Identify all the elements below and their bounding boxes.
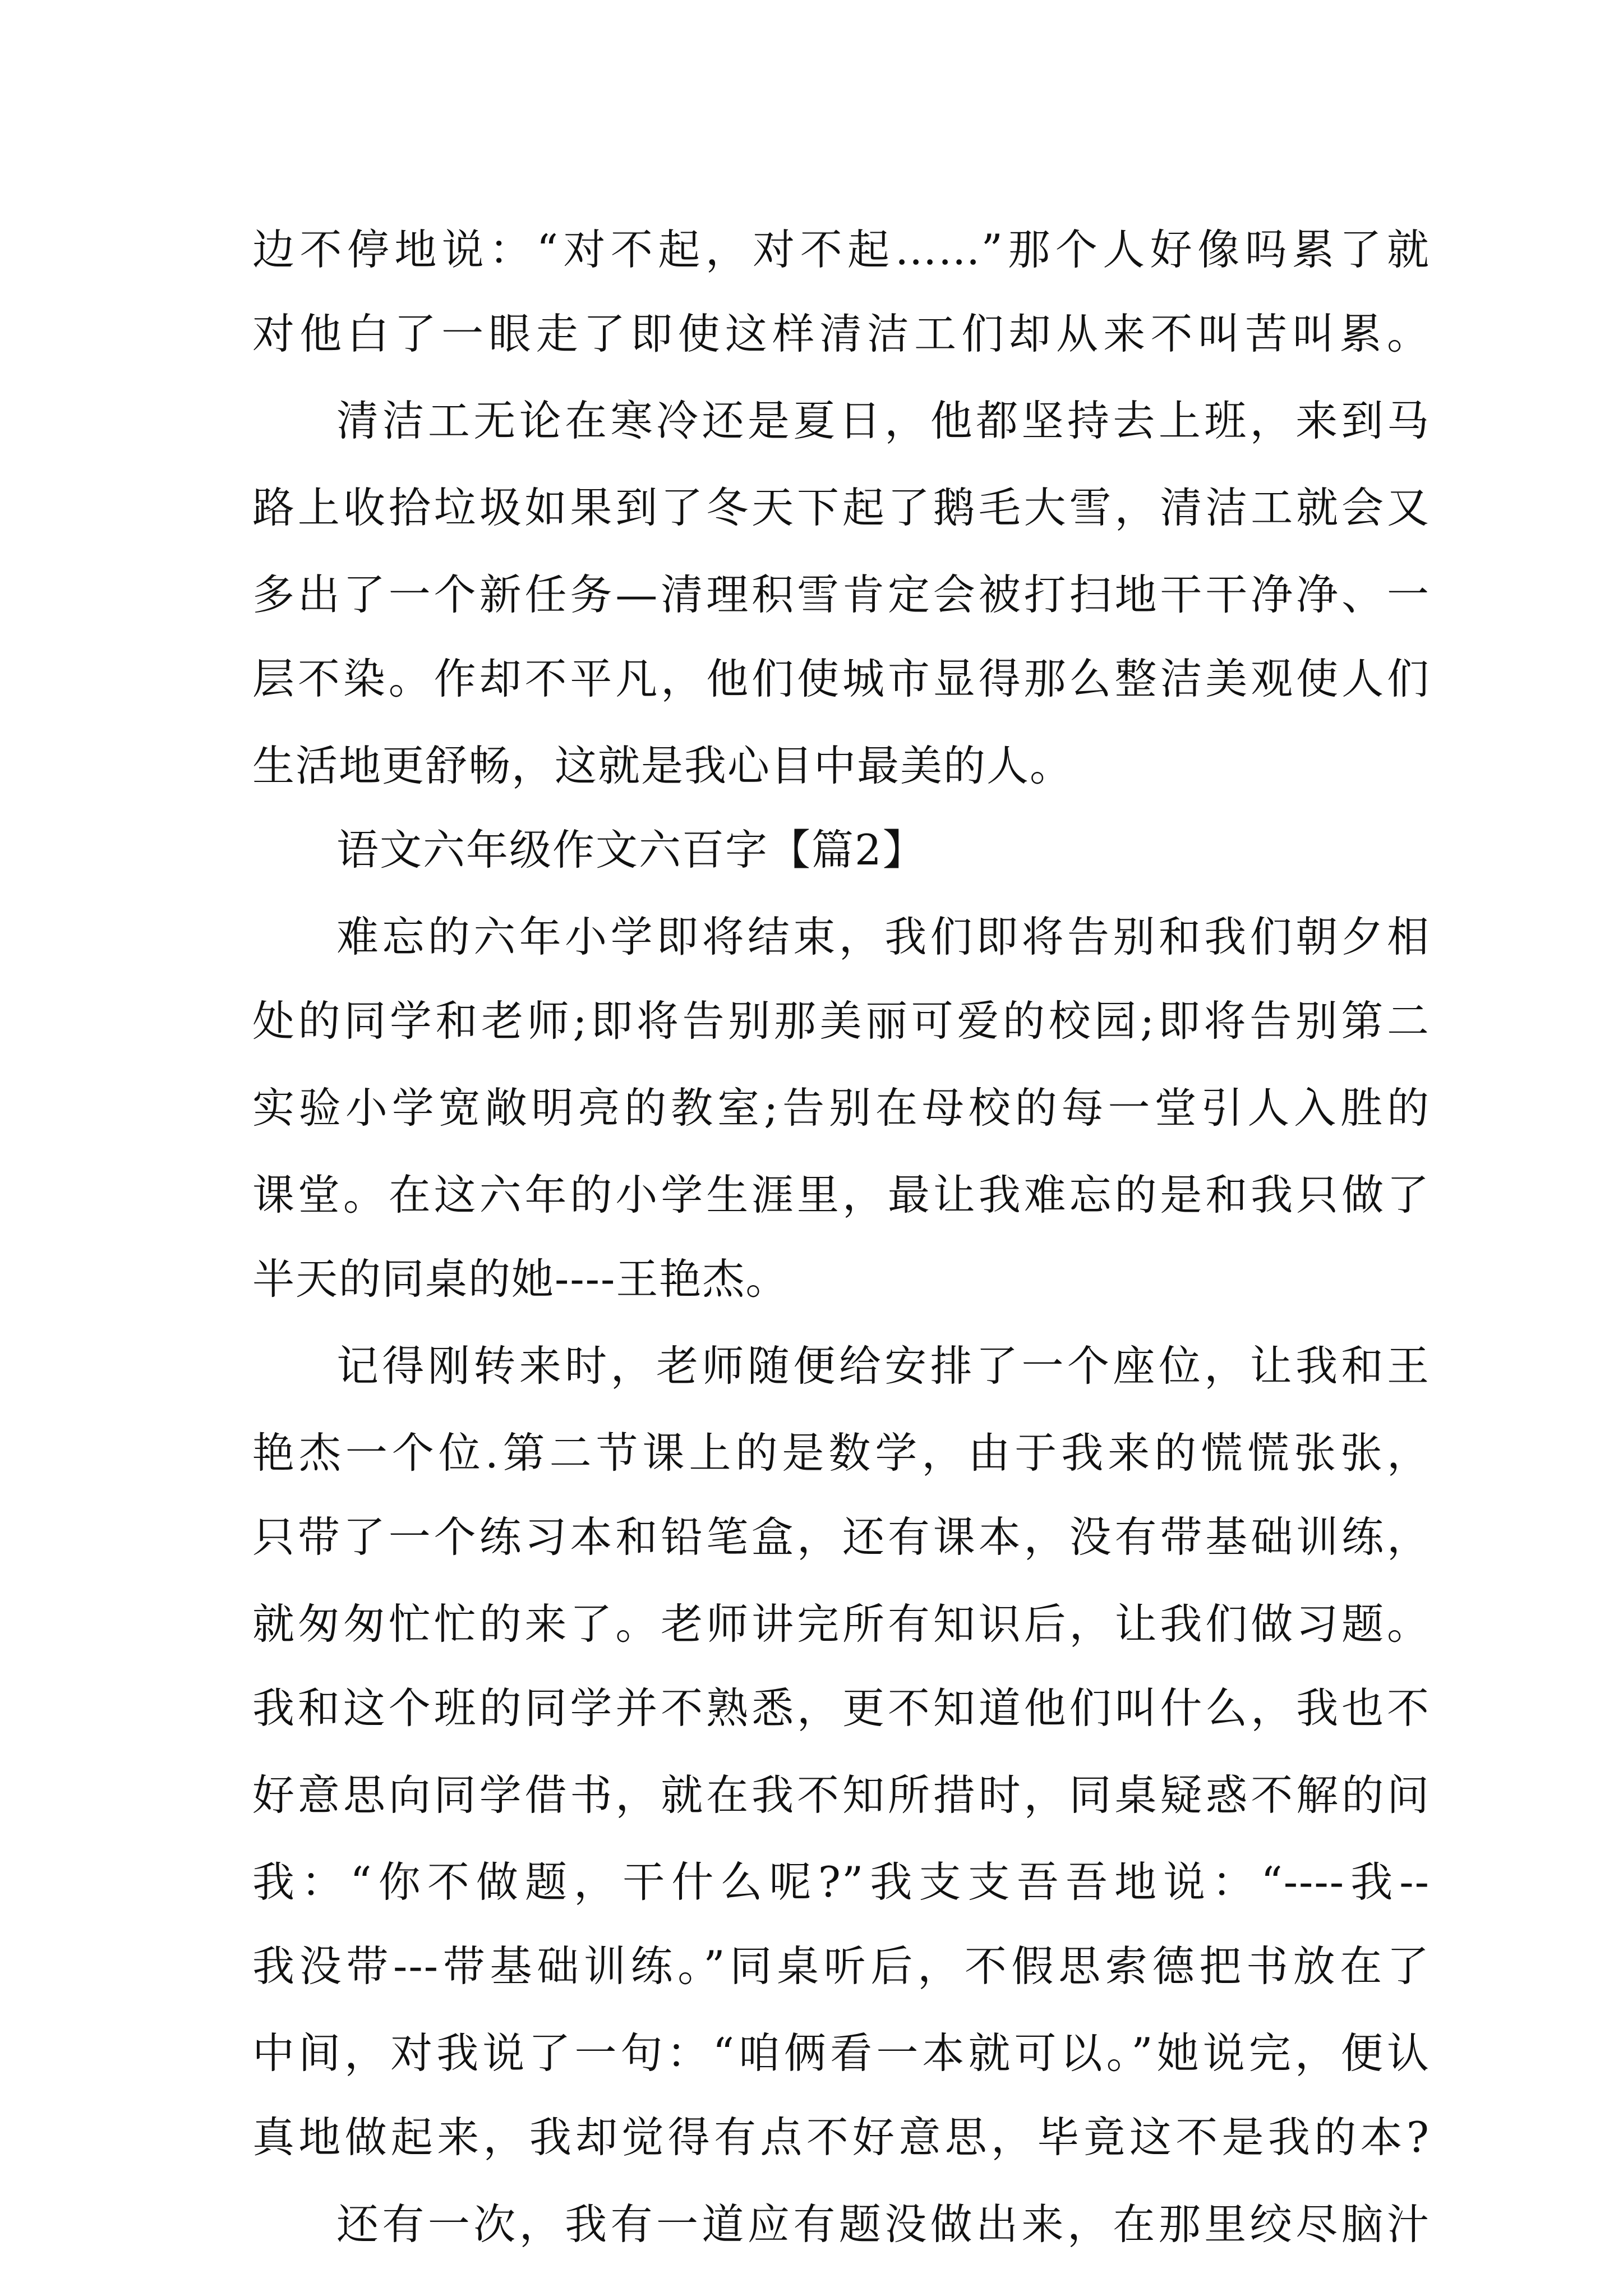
- text-line: 我：“你不做题，干什么呢?”我支支吾吾地说：“----我--: [252, 1857, 1430, 1907]
- text-line: 我没带---带基础训练。”同桌听后，不假思索德把书放在了: [252, 1941, 1430, 1991]
- text-line: 边不停地说：“对不起，对不起……”那个人好像吗累了就: [252, 225, 1430, 274]
- paragraph-start-line: 清洁工无论在寒冷还是夏日，他都坚持去上班，来到马: [336, 396, 1430, 445]
- text-line: 课堂。在这六年的小学生涯里，最让我难忘的是和我只做了: [252, 1170, 1430, 1220]
- paragraph-start-line: 还有一次，我有一道应有题没做出来，在那里绞尽脑汁: [336, 2200, 1430, 2249]
- text-line: 实验小学宽敞明亮的教室;告别在母校的每一堂引人入胜的: [252, 1083, 1430, 1133]
- text-line: 对他白了一眼走了即使这样清洁工们却从来不叫苦叫累。: [252, 309, 1430, 358]
- text-line: 我和这个班的同学并不熟悉，更不知道他们叫什么，我也不: [252, 1683, 1430, 1733]
- text-line: 中间，对我说了一句：“咱俩看一本就可以。”她说完，便认: [252, 2028, 1430, 2078]
- text-line: 多出了一个新任务—清理积雪肯定会被打扫地干干净净、一: [252, 570, 1430, 619]
- text-line: 半天的同桌的她----王艳杰。: [252, 1254, 789, 1304]
- text-line: 只带了一个练习本和铅笔盒，还有课本，没有带基础训练，: [252, 1512, 1430, 1562]
- text-line: 路上收拾垃圾如果到了冬天下起了鹅毛大雪，清洁工就会又: [252, 483, 1430, 532]
- text-line: 处的同学和老师;即将告别那美丽可爱的校园;即将告别第二: [252, 996, 1430, 1046]
- section-heading: 语文六年级作文六百字【篇2】: [336, 825, 926, 875]
- text-line: 就匆匆忙忙的来了。老师讲完所有知识后，让我们做习题。: [252, 1599, 1430, 1649]
- text-line: 艳杰一个位.第二节课上的是数学，由于我来的慌慌张张，: [252, 1428, 1430, 1478]
- paragraph-start-line: 难忘的六年小学即将结束，我们即将告别和我们朝夕相: [336, 912, 1430, 961]
- paragraph-start-line: 记得刚转来时，老师随便给安排了一个座位，让我和王: [336, 1341, 1430, 1391]
- text-line: 层不染。作却不平凡，他们使城市显得那么整洁美观使人们: [252, 654, 1430, 703]
- text-line: 好意思向同学借书，就在我不知所措时，同桌疑惑不解的问: [252, 1770, 1430, 1820]
- text-line: 生活地更舒畅，这就是我心目中最美的人。: [252, 741, 1073, 790]
- text-line: 真地做起来，我却觉得有点不好意思，毕竟这不是我的本?: [252, 2113, 1430, 2162]
